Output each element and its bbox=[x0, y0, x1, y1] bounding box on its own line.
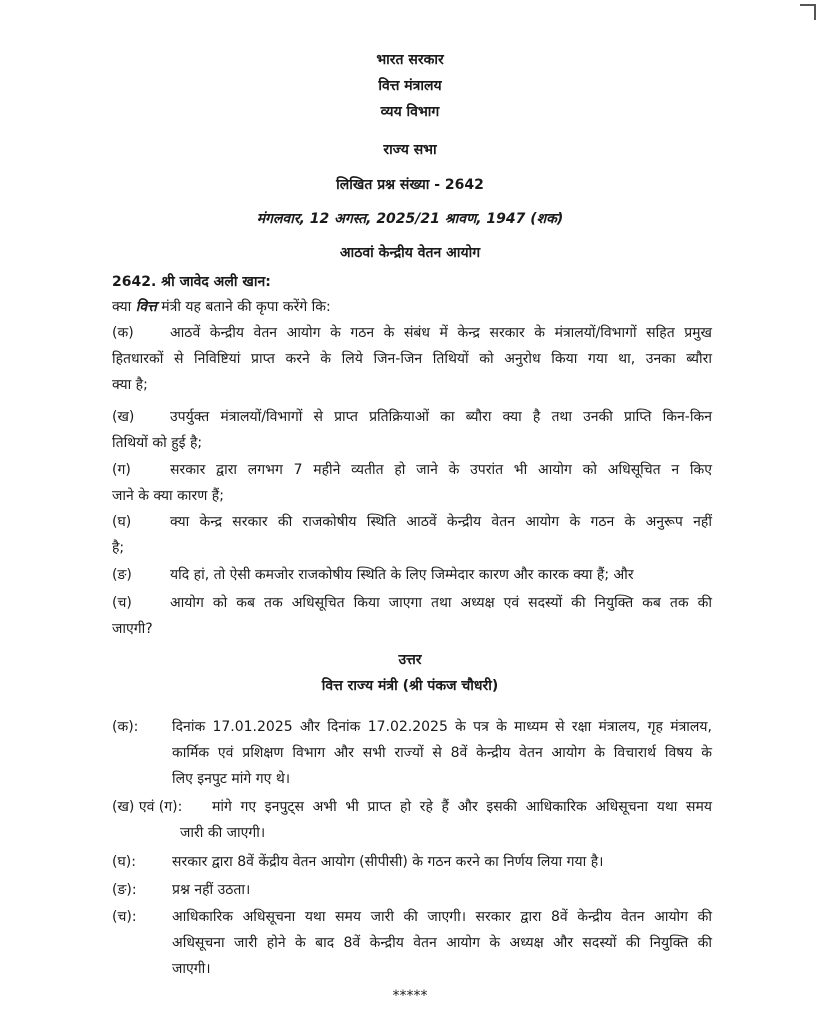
answer-part-text: जारी की जाएगी। bbox=[180, 825, 266, 841]
answer-part-text: प्रश्न नहीं उठता। bbox=[172, 882, 251, 898]
question-part-text: उपर्युक्त मंत्रालयों/विभागों से प्राप्त प्रतिक्रियाओं का ब्यौरा क्या है तथा उनकी प्राप्ति किन-किन bbox=[170, 409, 712, 425]
answering-minister: वित्त राज्य मंत्री (श्री पंकज चौधरी) bbox=[321, 678, 499, 694]
intro-suffix: मंत्री यह बताने की कृपा करेंगे कि: bbox=[156, 299, 331, 315]
answer-part-label: (च): bbox=[112, 909, 137, 925]
question-intro bbox=[112, 297, 331, 316]
answer-part-text: सरकार द्वारा 8वें केंद्रीय वेतन आयोग (सीपीसी) के गठन करने का निर्णय लिया गया है। bbox=[172, 854, 604, 870]
question-part-text: हितधारकों से निविष्टियां प्राप्त करने के लिये जिन-जिन तिथियों को अनुरोध किया गया था, उनका ब्यौरा bbox=[112, 351, 712, 367]
answer-part-label: (क): bbox=[112, 719, 139, 735]
question-part-text: आठवें केन्द्रीय वेतन आयोग के गठन के संबंध में केन्द्र सरकार के मंत्रालयों/विभागों सहित प्रमुख bbox=[170, 325, 712, 341]
question-part-text: है; bbox=[112, 540, 125, 556]
question-part-label: (क) bbox=[112, 325, 134, 341]
question-part-text: क्या केन्द्र सरकार की राजकोषीय स्थिति आठवें केन्द्रीय वेतन आयोग के गठन के अनुरूप नहीं bbox=[170, 514, 712, 530]
answer-part-text: मांगे गए इनपुट्स अभी भी प्राप्त हो रहे हैं और इसकी आधिकारिक अधिसूचना यथा समय bbox=[212, 799, 712, 815]
intro-ministry: वित्त bbox=[135, 299, 157, 315]
question-part-text: क्या है; bbox=[112, 377, 148, 393]
answer-part-text: कार्मिक एवं प्रशिक्षण विभाग और सभी राज्यों से 8वें केन्द्रीय वेतन आयोग के विचारार्थ विषय के bbox=[172, 745, 712, 761]
govt-title: भारत सरकार bbox=[376, 52, 444, 68]
question-part-text: आयोग को कब तक अधिसूचित किया जाएगा तथा अध्यक्ष एवं सदस्यों की नियुक्ति कब तक की bbox=[170, 595, 712, 611]
question-part-text: सरकार द्वारा लगभग 7 महीने व्यतीत हो जाने के उपरांत भी आयोग को अधिसूचित न किए bbox=[170, 462, 712, 478]
question-subject: आठवां केन्द्रीय वेतन आयोग bbox=[339, 245, 481, 261]
answer-part-text: आधिकारिक अधिसूचना यथा समय जारी की जाएगी। सरकार द्वारा 8वें केन्द्रीय वेतन आयोग की bbox=[172, 909, 712, 925]
answer-part-label: (घ): bbox=[112, 854, 136, 870]
question-part-text: तिथियों को हुई है; bbox=[112, 435, 203, 451]
asker-name: 2642. श्री जावेद अली खान: bbox=[112, 274, 271, 290]
answer-heading: उत्तर bbox=[398, 652, 422, 668]
question-part-label: (ख) bbox=[112, 409, 135, 425]
question-part-text: यदि हां, तो ऐसी कमजोर राजकोषीय स्थिति के लिए जिम्मेदार कारण और कारक क्या हैं; और bbox=[170, 567, 634, 583]
question-part-label: (ग) bbox=[112, 462, 131, 478]
answer-part-label: (ङ): bbox=[112, 882, 137, 898]
answer-part-label: (ख) एवं (ग): bbox=[112, 799, 183, 815]
ministry-title: वित्त मंत्रालय bbox=[378, 78, 442, 94]
question-number: लिखित प्रश्न संख्या - 2642 bbox=[336, 177, 484, 193]
question-date: मंगलवार, 12 अगस्त, 2025/21 श्रावण, 1947 (शक) bbox=[256, 211, 564, 227]
house-title: राज्य सभा bbox=[383, 142, 437, 158]
question-part-text: जाने के क्या कारण हैं; bbox=[112, 488, 224, 504]
answer-part-text: जाएगी। bbox=[172, 961, 211, 977]
question-part-label: (घ) bbox=[112, 514, 132, 530]
answer-part-text: अधिसूचना जारी होने के बाद 8वें केन्द्रीय वेतन आयोग के अध्यक्ष और सदस्यों की नियुक्ति की bbox=[172, 935, 712, 951]
question-part-label: (च) bbox=[112, 595, 132, 611]
question-part-label: (ङ) bbox=[112, 567, 132, 583]
answer-part-text: दिनांक 17.01.2025 और दिनांक 17.02.2025 के पत्र के माध्यम से रक्षा मंत्रालय, गृह मंत्रालय, bbox=[172, 719, 712, 735]
answer-part-text: लिए इनपुट मांगे गए थे। bbox=[172, 771, 291, 787]
corner-fold-mark bbox=[800, 4, 816, 20]
question-part-text: जाएगी? bbox=[112, 621, 153, 637]
end-mark: ***** bbox=[392, 988, 428, 1004]
department-title: व्यय विभाग bbox=[380, 104, 440, 120]
intro-prefix: क्या bbox=[112, 299, 136, 315]
